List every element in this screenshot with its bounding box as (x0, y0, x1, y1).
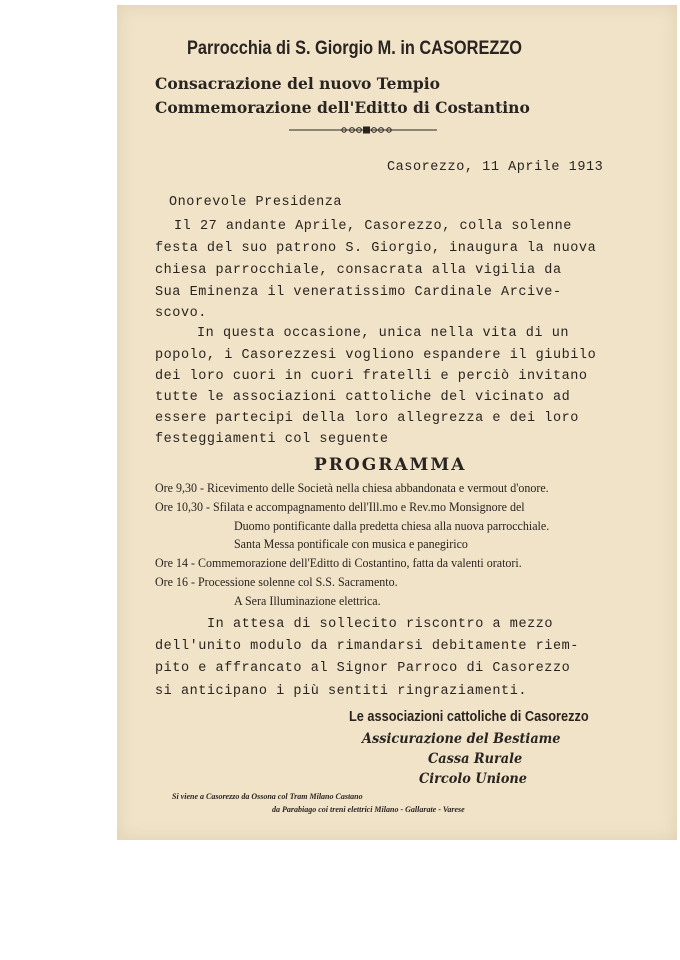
paragraph-line: Il 27 andante Aprile, Casorezzo, colla solenne (174, 219, 572, 234)
paragraph-line: popolo, i Casorezzesi vogliono espandere il giubilo (155, 348, 597, 363)
salutation: Onorevole Presidenza (169, 195, 343, 210)
programma-item: A Sera Illuminazione elettrica. (234, 594, 381, 608)
letter-date: Casorezzo, 11 Aprile 1913 (387, 160, 604, 175)
edict-heading: Commemorazione dell'Editto di Costantino (155, 98, 530, 117)
footer-note: da Parabiago coi treni elettrici Milano - Gallarate - Varese (272, 805, 465, 814)
signature-org: Cassa Rurale (428, 751, 523, 767)
paragraph-line: si anticipano i più sentiti ringraziamenti. (155, 684, 528, 699)
paragraph-line: Sua Eminenza il veneratissimo Cardinale Arcive- (155, 285, 562, 300)
programma-item: Santa Messa pontificale con musica e panegirico (234, 537, 468, 551)
paragraph-line: dell'unito modulo da rimandarsi debitamente riem- (155, 639, 579, 654)
programma-title: PROGRAMMA (314, 455, 467, 475)
paragraph-line: dei loro cuori in cuori fratelli e perciò invitano (155, 369, 588, 384)
programma-item: Ore 14 - Commemorazione dell'Editto di Costantino, fatta da valenti oratori. (155, 556, 522, 570)
programma-item: Duomo pontificante dalla predetta chiesa alla nuova parrocchiale. (234, 519, 550, 533)
paragraph-line: In attesa di sollecito riscontro a mezzo (207, 617, 554, 632)
paragraph-line: pito e affrancato al Signor Parroco di Casorezzo (155, 661, 571, 676)
paragraph-line: scovo. (155, 306, 207, 321)
programma-item: Ore 9,30 - Ricevimento delle Società nella chiesa abbandonata e vermout d'onore. (155, 481, 549, 495)
footer-note: Si viene a Casorezzo da Ossona col Tram Milano Castano (172, 792, 363, 801)
paragraph-line: essere partecipi della loro allegrezza e dei loro (155, 411, 579, 426)
ornament-divider (289, 124, 437, 136)
programma-item: Ore 16 - Processione solenne col S.S. Sacramento. (155, 575, 398, 589)
paragraph-line: In questa occasione, unica nella vita di un (197, 326, 570, 341)
signature-org: Circolo Unione (419, 771, 527, 787)
paragraph-line: chiesa parrocchiale, consacrata alla vigilia da (155, 263, 562, 278)
parish-title: Parrocchia di S. Giorgio M. in CASOREZZO (187, 38, 523, 59)
signature-org: Assicurazione del Bestiame (362, 731, 561, 747)
signature-main: Le associazioni cattoliche di Casorezzo (349, 709, 589, 725)
document-sheet (117, 5, 677, 840)
consecration-heading: Consacrazione del nuovo Tempio (155, 74, 440, 93)
paragraph-line: festeggiamenti col seguente (155, 432, 389, 447)
paragraph-line: tutte le associazioni cattoliche del vicinato ad (155, 390, 571, 405)
programma-item: Ore 10,30 - Sfilata e accompagnamento dell'Ill.mo e Rev.mo Monsignore del (155, 500, 525, 514)
paragraph-line: festa del suo patrono S. Giorgio, inaugura la nuova (155, 241, 597, 256)
